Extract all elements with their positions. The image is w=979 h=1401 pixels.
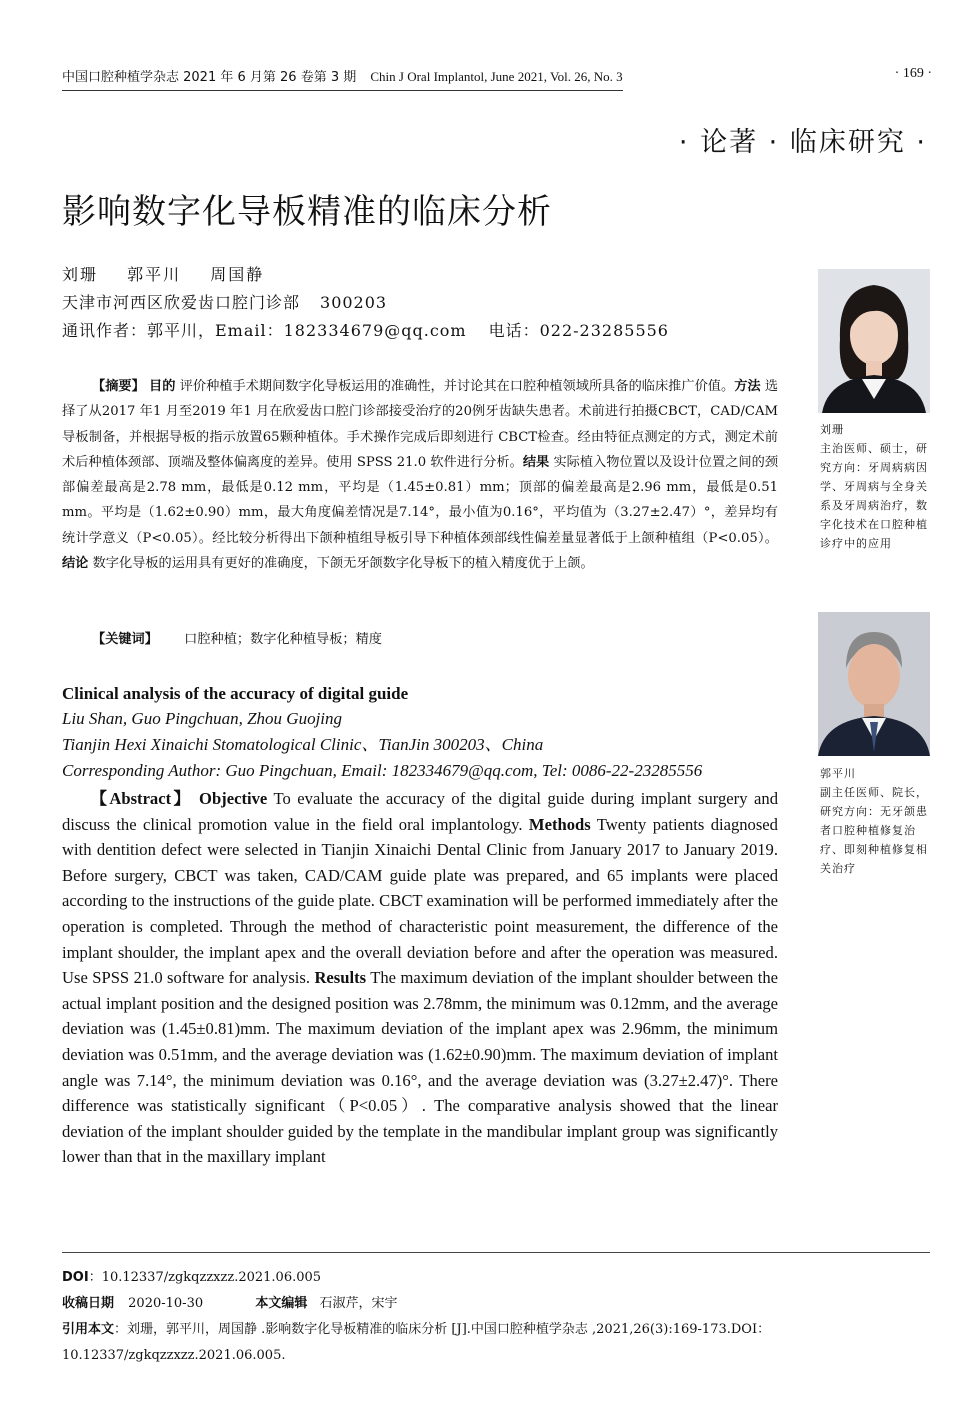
english-section: [62, 682, 778, 1170]
keywords-label: 【关键词】: [92, 632, 158, 647]
running-header: [62, 64, 932, 90]
objective-text: 评价种植手术期间数字化导板运用的准确性，并讨论其在口腔种植领域所具备的临床推广价值。: [179, 379, 735, 394]
conclusion-text: 数字化导板的运用具有更好的准确度，下颌无牙颌数字化导板下的植入精度优于上颌。: [92, 556, 594, 572]
affiliation-name: 天津市河西区欣爱齿口腔门诊部: [62, 293, 301, 312]
author-bio: [820, 764, 934, 878]
doi-label: DOI: [62, 1270, 89, 1285]
editor-label: 本文编辑: [255, 1296, 308, 1311]
page-number: · 169 ·: [894, 66, 932, 81]
received-line: [62, 1291, 932, 1317]
editor-names: 石淑芹，宋宇: [319, 1296, 398, 1311]
conclusion-label: 结论: [62, 556, 89, 572]
doi-value: ：10.12337/zgkqzzxzz.2021.06.005: [88, 1270, 322, 1285]
abstract-label-en: 【Abstract】: [88, 789, 193, 808]
results-label: 结果: [522, 454, 550, 470]
bio-name: 刘珊: [820, 423, 844, 436]
abstract-cn: [62, 374, 778, 576]
corresponding-phone: 电话：022-23285556: [488, 321, 669, 340]
results-text: 实际植入物位置以及设计位置之间的颈部偏差最高是2.78 mm，最低是0.12 mm，平均是（1.45±0.81）mm；顶部的偏差最高是2.96 mm，最低是0.51 mm。平均是（1.62±0.90）mm，最大角度偏差情况是7.14°，最小值为0.16°，平均值为（3.27±2.47）°，差异均有统计学意义（P<0.05）。经比较分析得出下颌种植组导板引导下种植体颈部线性偏差量显著低于上颌种植组（P<0.05）。: [62, 454, 779, 546]
results-text-en: The maximum deviation of the implant shoulder between the actual implant position and the designed position was 2.78mm, the minimum was 0.12mm, and the average deviation was (1.45±0.81)mm. The maximum deviation of the implant apex was 2.96mm, the minimum deviation was 0.51mm, and the average deviation was (1.62±0.90)mm. The maximum deviation of implant angle was 7.14°, the minimum deviation was 0.16°, and the average deviation was (3.27±2.47)°. There difference was statistically significant（P<0.05）. The comparative analysis showed that the linear deviation of the implant shoulder guided by the template in the mandibular implant group was significantly lower than that in the maxillary implant: [62, 968, 778, 1167]
corresponding-contact: [62, 318, 669, 341]
author-bio: [820, 420, 934, 553]
author-photo: [818, 612, 930, 756]
affiliation-zip: 300203: [320, 293, 388, 312]
english-affiliation: Tianjin Hexi Xinaichi Stomatological Clinic、TianJin 300203、China: [62, 735, 544, 754]
author-name: 刘珊: [62, 265, 99, 284]
author-photo: [818, 269, 930, 413]
corresponding-email: 通讯作者：郭平川，Email：182334679@qq.com: [62, 321, 467, 340]
objective-label-en: Objective: [199, 789, 268, 808]
journal-citation: [62, 66, 623, 91]
author-list: [62, 262, 286, 285]
affiliation: [62, 290, 387, 313]
results-label-en: Results: [314, 968, 367, 988]
received-date: 2020-10-30: [128, 1296, 204, 1311]
article-title: 影响数字化导板精准的临床分析: [62, 192, 552, 232]
abstract-en: [62, 786, 778, 1170]
author-name: 郭平川: [127, 265, 182, 284]
journal-name-en: Chin J Oral Implantol, June 2021, Vol. 26, No. 3: [370, 69, 623, 84]
english-title: Clinical analysis of the accuracy of digital guide: [62, 684, 409, 703]
objective-label: 目的: [149, 379, 176, 394]
keywords-cn: [92, 628, 382, 647]
citation-text: ：刘珊，郭平川，周国静 .影响数字化导板精准的临床分析 [J].中国口腔种植学杂志 ,2021,26(3):169-173.DOI：10.12337/zgkqzzxzz.2021.06.005.: [62, 1322, 771, 1363]
author-name: 周国静: [210, 265, 265, 284]
article-footer: [62, 1265, 932, 1369]
bio-name: 郭平川: [820, 767, 856, 780]
section-tag: · 论著 · 临床研究 ·: [678, 127, 927, 158]
methods-text-en: Twenty patients diagnosed with dentition defect were selected in Tianjin Xinaichi Dental Clinic from January 2017 to January 2019. Before surgery, CBCT was taken, CAD/CAM guide plate was prepared, and 65 implants were placed according to the instructions of the guide plate. CBCT examination will be performed immediately after the operation is completed. Through the method of characteristic point measurement, the difference of the implant shoulder, the implant apex and the overall deviation before and after the operation was measured. Use SPSS 21.0 software for analysis.: [62, 814, 778, 988]
doi-line: [62, 1265, 932, 1291]
footer-divider: [62, 1252, 930, 1253]
methods-text: 选择了从2017 年1 月至2019 年1 月在欣爱齿口腔门诊部接受治疗的20例牙齿缺失患者。术前进行拍摄CBCT，CAD/CAM导板制备，并根据导板的指示放置65颗种植体。手术操作完成后即刻进行 CBCT检查。经由特征点测定的方式，测定术前术后种植体颈部、顶端及整体偏离度的差异。使用 SPSS 21.0 软件进行分析。: [62, 379, 778, 470]
abstract-label: 【摘要】: [92, 379, 145, 394]
bio-text: 主治医师、硕士，研究方向：牙周病病因学、牙周病与全身关系及牙周病治疗，数字化技术在口腔种植诊疗中的应用: [820, 442, 928, 550]
english-authors: Liu Shan, Guo Pingchuan, Zhou Guojing: [62, 709, 343, 728]
methods-label: 方法: [734, 379, 761, 394]
received-label: 收稿日期: [62, 1296, 115, 1311]
objective-text-en: To evaluate the accuracy of the digital guide during implant surgery and discuss the clinical promotion value in the field oral implantology.: [62, 789, 778, 834]
journal-name-cn: 中国口腔种植学杂志 2021 年 6 月第 26 卷第 3 期: [62, 70, 357, 85]
english-corresponding: Corresponding Author: Guo Pingchuan, Email: 182334679@qq.com, Tel: 0086-22-23285556: [62, 761, 703, 780]
methods-label-en: Methods: [528, 814, 591, 834]
citation-label: 引用本文: [62, 1322, 115, 1337]
bio-text: 副主任医师、院长，研究方向：无牙颌患者口腔种植修复治疗、即刻种植修复相关治疗: [820, 786, 928, 875]
keywords-text: 口腔种植；数字化种植导板；精度: [184, 632, 382, 647]
citation-line: [62, 1317, 932, 1369]
